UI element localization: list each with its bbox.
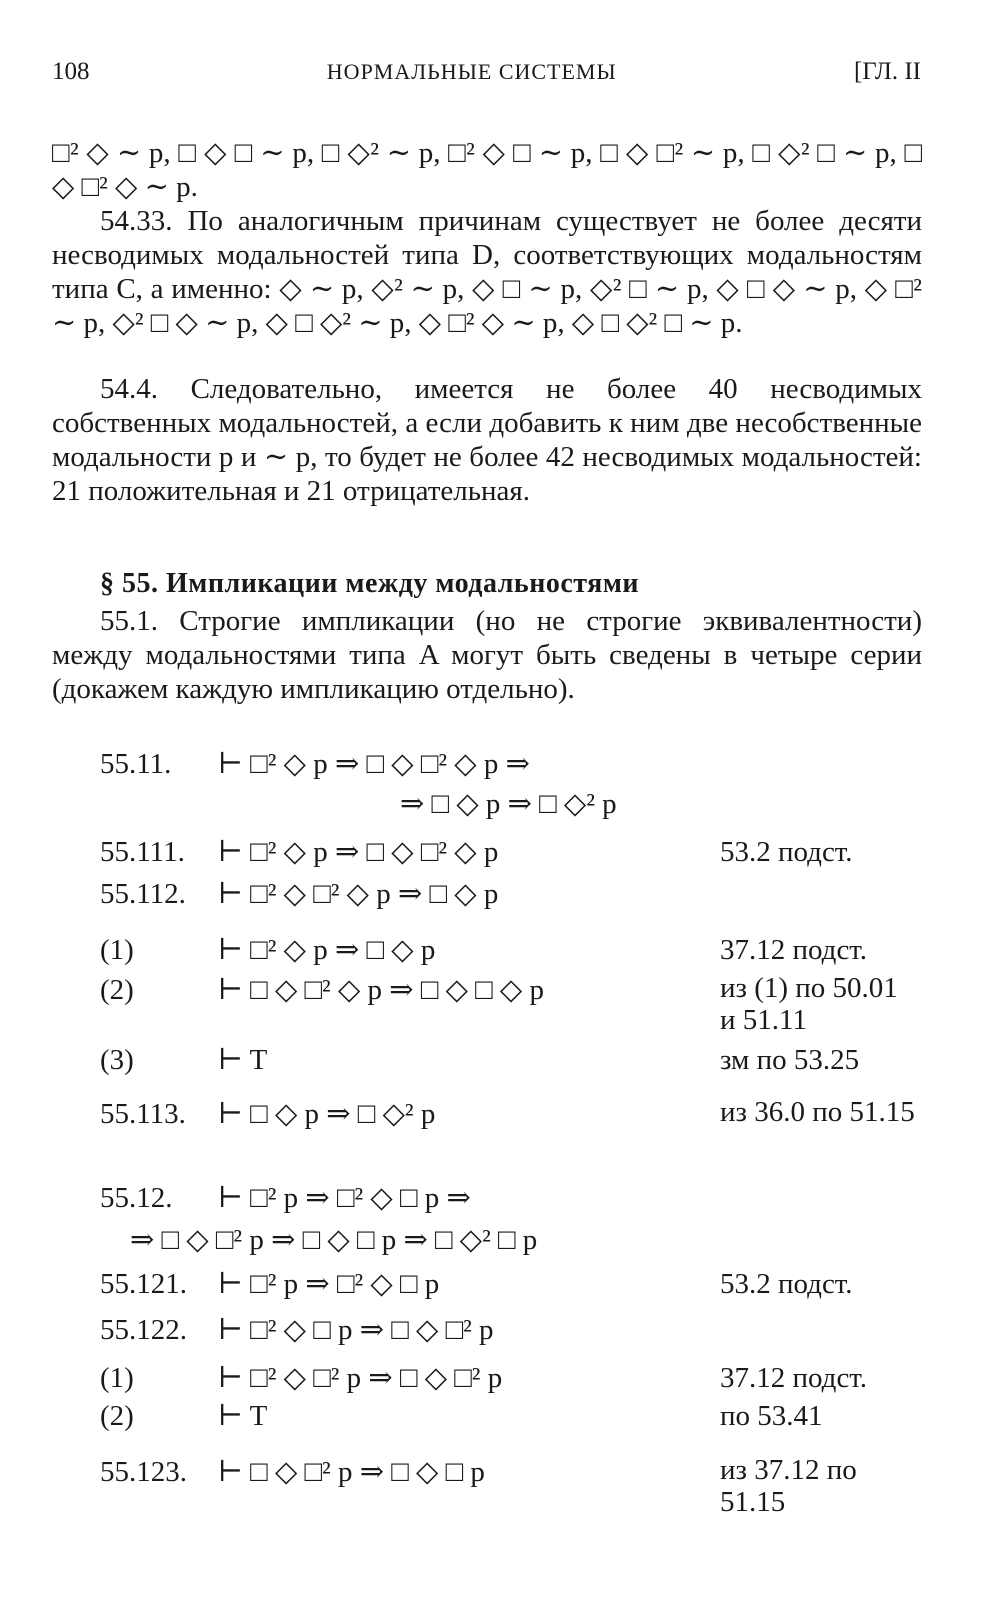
paragraph-54-4: 54.4. Следовательно, имеется не более 40 несводимых собственных модальностей, а если добавить к ним две несобственные модальности p и ∼ p, то будет не более 42 несводимых модальностей: 21 положительная и 21 отрицательная. <box>52 373 922 507</box>
proof-line <box>0 834 991 874</box>
justification: 53.2 подст. <box>720 836 853 868</box>
proof-line <box>0 932 991 972</box>
line-number: 55.123. <box>100 1456 187 1488</box>
page-number: 108 <box>52 58 90 85</box>
line-number: 55.12. <box>100 1182 173 1214</box>
justification: из 37.12 по 51.15 <box>720 1454 857 1518</box>
formula: ⊢ □² ◇ □² ◇ p ⇒ □ ◇ p <box>218 878 499 910</box>
formula: ⊢ □² p ⇒ □² ◇ □ p ⇒ <box>218 1182 471 1214</box>
proof-line <box>0 1312 991 1352</box>
line-number: 55.111. <box>100 836 185 868</box>
justification: зм по 53.25 <box>720 1044 860 1076</box>
proof-line <box>0 1360 991 1400</box>
formula: ⊢ □² ◇ □² p ⇒ □ ◇ □² p <box>218 1362 503 1394</box>
paragraph-54-33: 54.33. По аналогичным причинам существует не более десяти несводимых модальностей типа D, соответствующих модальностям типа C, а именно: ◇ ∼ p, ◇² ∼ p, ◇ □ ∼ p, ◇² □ ∼ p, ◇ □ ◇ ∼ p, ◇ □² ∼ p, ◇² □ ◇ ∼ p, ◇ □ ◇² ∼ p, ◇ □² ◇ ∼ p, ◇ □ ◇² □ ∼ p. <box>52 205 922 339</box>
formula-continuation: ⇒ □ ◇ p ⇒ □ ◇² p <box>400 788 617 820</box>
proof-line <box>0 1096 991 1172</box>
proof-line <box>0 1398 991 1438</box>
line-number: 55.112. <box>100 878 186 910</box>
line-number: (1) <box>100 1362 134 1394</box>
running-title: НОРМАЛЬНЫЕ СИСТЕМЫ <box>326 59 617 84</box>
proof-line <box>0 746 991 786</box>
formula: ⊢ □² ◇ □ p ⇒ □ ◇ □² p <box>218 1314 494 1346</box>
line-number: 55.122. <box>100 1314 187 1346</box>
formula: ⊢ □² ◇ p ⇒ □ ◇ □² ◇ p <box>218 836 499 868</box>
proof-line <box>0 1180 991 1220</box>
line-number: (3) <box>100 1044 134 1076</box>
formula: ⊢ □ ◇ p ⇒ □ ◇² p <box>218 1098 436 1130</box>
running-header <box>52 58 921 94</box>
justification: 53.2 подст. <box>720 1268 853 1300</box>
formula-continuation: ⇒ □ ◇ □² p ⇒ □ ◇ □ p ⇒ □ ◇² □ p <box>130 1224 538 1256</box>
justification: 37.12 подст. <box>720 1362 868 1394</box>
formula: ⊢ □ ◇ □² ◇ p ⇒ □ ◇ □ ◇ p <box>218 974 544 1006</box>
line-number: 55.121. <box>100 1268 187 1300</box>
proof-line <box>0 1454 991 1530</box>
line-number: 55.113. <box>100 1098 186 1130</box>
proof-line <box>0 1042 991 1082</box>
justification: из (1) по 50.01 и 51.11 <box>720 972 898 1036</box>
justification: из 36.0 по 51.15 <box>720 1096 915 1128</box>
formula: ⊢ □² ◇ p ⇒ □ ◇ p <box>218 934 436 966</box>
paragraph-modalities-c: □² ◇ ∼ p, □ ◇ □ ∼ p, □ ◇² ∼ p, □² ◇ □ ∼ p, □ ◇ □² ∼ p, □ ◇² □ ∼ p, □ ◇ □² ◇ ∼ p. <box>52 137 922 203</box>
justification: по 53.41 <box>720 1400 823 1432</box>
formula: ⊢ T <box>218 1044 268 1076</box>
chapter-marker: [ГЛ. II <box>853 58 921 85</box>
proof-line <box>0 1266 991 1306</box>
line-number: (1) <box>100 934 134 966</box>
formula: ⊢ □ ◇ □² p ⇒ □ ◇ □ p <box>218 1456 485 1488</box>
line-number: 55.11. <box>100 748 172 780</box>
formula: ⊢ □² ◇ p ⇒ □ ◇ □² ◇ p ⇒ <box>218 748 530 780</box>
justification: 37.12 подст. <box>720 934 868 966</box>
line-number: (2) <box>100 974 134 1006</box>
proof-line <box>0 972 991 1048</box>
section-heading: § 55. Импликации между модальностями <box>100 568 640 599</box>
line-number: (2) <box>100 1400 134 1432</box>
formula: ⊢ T <box>218 1400 268 1432</box>
proof-line <box>0 876 991 916</box>
paragraph-55-1: 55.1. Строгие импликации (но не строгие эквивалентности) между модальностями типа A могут быть сведены в четыре серии (докажем каждую импликацию отдельно). <box>52 605 922 705</box>
formula: ⊢ □² p ⇒ □² ◇ □ p <box>218 1268 440 1300</box>
